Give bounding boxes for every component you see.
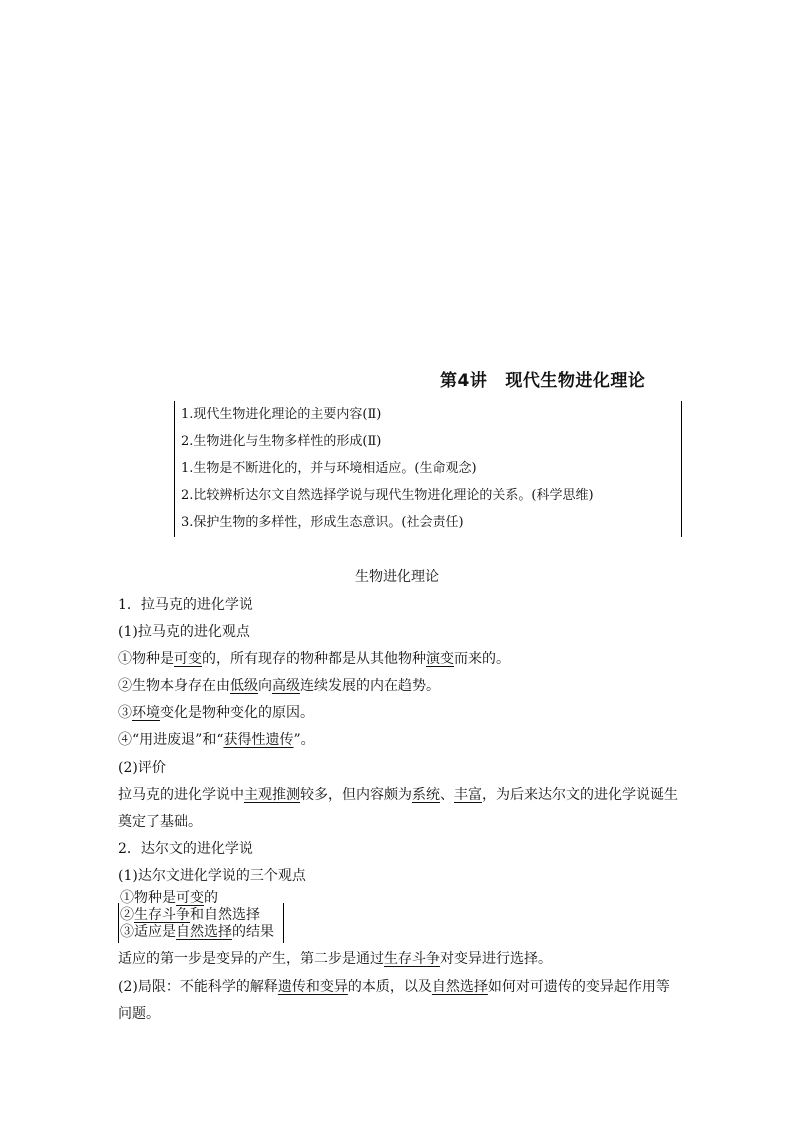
objective-item: 2.生物进化与生物多样性的形成(Ⅱ) <box>181 434 382 449</box>
key-term: 可变 <box>176 890 204 906</box>
key-term: 遗传和变异 <box>277 979 348 995</box>
text: ①物种是 <box>118 651 174 667</box>
text: 而来的。 <box>454 651 510 667</box>
text: 和自然选择 <box>190 907 260 923</box>
text: 的结果 <box>232 924 274 940</box>
lamarck-sub1: (1)拉马克的进化观点 <box>118 624 250 640</box>
text: 、 <box>440 787 454 803</box>
darwin-sub1: (1)达尔文进化学说的三个观点 <box>118 868 306 884</box>
key-term: 生存斗争 <box>384 951 440 967</box>
objective-item: 1.现代生物进化理论的主要内容(Ⅱ) <box>181 407 382 422</box>
lecture-label: 第4讲 <box>440 371 488 391</box>
objective-item: 1.生物是不断进化的，并与环境相适应。(生命观念) <box>181 461 477 476</box>
lecture-name: 现代生物进化理论 <box>505 371 646 391</box>
key-term: 系统 <box>412 787 440 803</box>
text: 的 <box>204 890 218 906</box>
text: ③适应是 <box>120 924 176 940</box>
text: ①物种是 <box>120 890 176 906</box>
text: 变化是物种变化的原因。 <box>160 705 314 721</box>
lamarck-point-1 <box>118 648 510 668</box>
lamarck-evaluation-cont: 奠定了基础。 <box>118 814 202 830</box>
key-term: 低级 <box>230 678 258 694</box>
darwin-point-1 <box>120 890 218 906</box>
text: 适应的第一步是变异的产生，第二步是通过 <box>118 951 384 967</box>
key-term: 环境 <box>132 705 160 721</box>
text: 拉马克的进化学说中 <box>118 787 244 803</box>
darwin-limitations-cont: 问题。 <box>118 1006 160 1022</box>
key-term: 主观推测 <box>244 787 300 803</box>
key-term: 生存斗争 <box>134 907 190 923</box>
key-term: 演变 <box>426 651 454 667</box>
key-term: 可变 <box>174 651 202 667</box>
text: ④“用进废退”和“ <box>118 732 224 748</box>
text: ② <box>120 907 134 923</box>
text: (2)局限：不能科学的解释 <box>118 979 278 995</box>
darwin-heading: 2．达尔文的进化学说 <box>118 841 253 857</box>
lamarck-heading: 1．拉马克的进化学说 <box>118 597 253 613</box>
objective-item: 2.比较辨析达尔文自然选择学说与现代生物进化理论的关系。(科学思维) <box>181 488 594 503</box>
key-term: 获得性遗传 <box>223 732 294 748</box>
text: ”。 <box>293 732 315 748</box>
text: ③ <box>118 705 132 721</box>
darwin-point-3 <box>120 924 274 940</box>
text: 的本质，以及 <box>347 979 432 995</box>
key-term: 自然选择 <box>176 924 232 940</box>
text: 较多，但内容颇为 <box>300 787 412 803</box>
key-term: 自然选择 <box>431 979 488 995</box>
lamarck-evaluation <box>118 784 678 804</box>
text: 如何对可遗传的变异起作用等 <box>487 979 670 995</box>
lamarck-point-2 <box>118 675 440 695</box>
text: 向 <box>258 678 272 694</box>
text: 的，所有现存的物种都是从其他物种 <box>202 651 426 667</box>
lamarck-point-4 <box>118 729 315 749</box>
text: ，为后来达尔文的进化学说诞生 <box>482 787 678 803</box>
key-term: 丰富 <box>454 787 482 803</box>
objective-item: 3.保护生物的多样性，形成生态意识。(社会责任) <box>181 515 464 530</box>
lamarck-sub2: (2)评价 <box>118 760 166 776</box>
text: 连续发展的内在趋势。 <box>300 678 440 694</box>
darwin-limitations <box>118 976 670 996</box>
darwin-adaptation <box>118 948 552 968</box>
key-term: 高级 <box>272 678 300 694</box>
text: 对变异进行选择。 <box>440 951 552 967</box>
section-heading: 生物进化理论 <box>355 569 439 585</box>
text: ②生物本身存在由 <box>118 678 230 694</box>
lecture-title <box>440 366 645 391</box>
darwin-point-2 <box>120 907 260 923</box>
lamarck-point-3 <box>118 702 314 722</box>
objectives-box <box>174 401 682 537</box>
